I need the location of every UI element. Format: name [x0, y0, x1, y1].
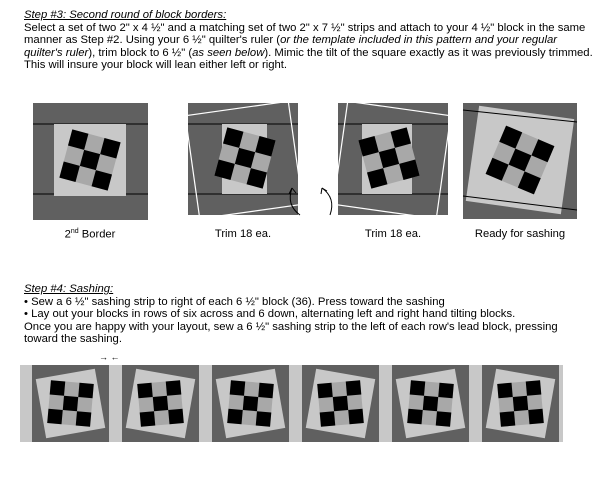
step4-bullet-2: • Lay out your blocks in rows of six across and 6 down, alternating left and right hand tilting blocks. [24, 308, 516, 321]
caption-trim-left: Trim 18 ea. [214, 228, 272, 240]
sashed-block [392, 365, 469, 442]
press-direction-arrows: → ← [99, 352, 120, 362]
block-trim-right [333, 101, 450, 218]
sashed-block [212, 365, 289, 442]
step4-section [24, 283, 594, 346]
block-ready-for-sashing [463, 103, 577, 219]
step4-paragraph: Once you are happy with your layout, sew a 6 ½" sashing strip to the left of each row's lead block, pressing toward the sashing. [24, 320, 558, 346]
caption-trim-right: Trim 18 ea. [364, 228, 422, 240]
sashed-block [122, 365, 199, 442]
caption-2nd-border: 2nd Border [64, 228, 116, 241]
caption-ready-for-sashing: Ready for sashing [474, 228, 566, 240]
step4-bullet-1: • Sew a 6 ½" sashing strip to right of each 6 ½" block (36). Press toward the sashing [24, 295, 445, 308]
step3-heading: Step #3: Second round of block borders: [24, 9, 227, 21]
block-trim-left [185, 101, 302, 218]
block-2nd-border [33, 103, 148, 220]
sashed-block [482, 365, 559, 442]
step3-paragraph: Select a set of two 2" x 4 ½" and a matching set of two 2" x 7 ½" strips and attach to your 4 ½" block in the same manner as Step #2. Using your 6 ½" quilter's ruler (or the template included in this pattern and your regular quilter's ruler), trim block to 6 ½" (as seen below). Mimic the tilt of the square exactly as it was previously trimmed. This will insure your block will lean either left or right. [24, 21, 593, 72]
sashed-block [32, 365, 109, 442]
sashing-row [20, 365, 563, 442]
sashed-block [302, 365, 379, 442]
step4-heading: Step #4: Sashing: [24, 283, 114, 295]
